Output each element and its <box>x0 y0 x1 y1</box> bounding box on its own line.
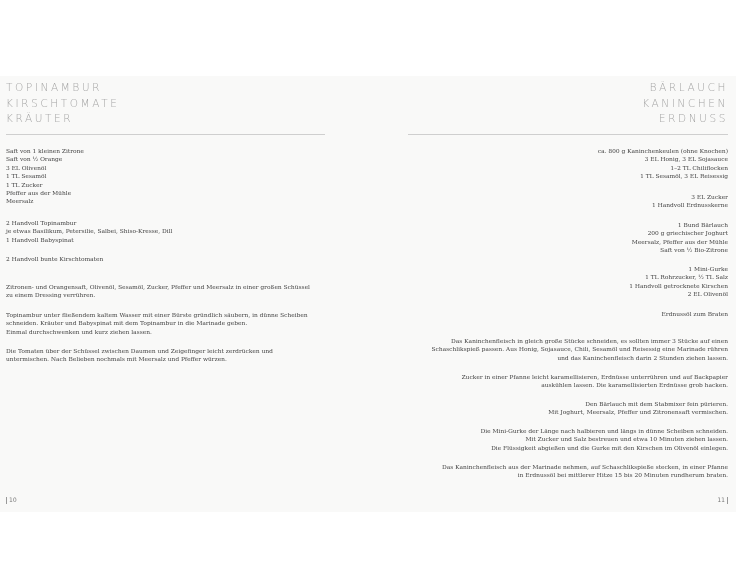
ingredient-line: Saft von 1 kleinen Zitrone <box>6 149 84 155</box>
ingredients-salad <box>6 220 336 245</box>
page-number: 10 <box>6 497 17 504</box>
instruction-line: Einmal durchschwenken und kurz ziehen lassen. <box>6 329 152 336</box>
ingredient-line: 1 Handvoll Erdnusskerne <box>651 203 728 210</box>
ingredient-line: 1 Bund Bärlauch <box>677 223 728 229</box>
left-page <box>0 76 368 512</box>
ingredients-dressing <box>6 148 336 207</box>
ingredient-line: 1 TL Zucker <box>6 182 43 189</box>
ingredient-line: 1–2 TL Chiliflocken <box>670 165 728 172</box>
ingredient-line: 2 Handvoll bunte Kirschtomaten <box>6 257 104 263</box>
ingredient-line: je etwas Basilikum, Petersilie, Salbei, Shiso-Kresse, Dill <box>6 229 173 236</box>
instruction-line: Die Tomaten über der Schüssel zwischen Daumen und Zeigefinger leicht zerdrücken und <box>6 349 273 355</box>
title-divider <box>408 134 728 135</box>
instruction-paragraph <box>388 428 728 453</box>
instruction-paragraph <box>388 401 728 418</box>
instruction-line: schneiden. Kräuter und Babyspinat mit dem Topinambur in die Marinade geben. <box>6 321 248 328</box>
instruction-line: Schaschlikspieß passen. Aus Honig, Sojasauce, Chili, Sesamöl und Reisessig eine Marinade rühren <box>431 347 728 354</box>
recipe-title <box>6 81 120 128</box>
instruction-line: auskühlen lassen. Die karamellisierten Erdnüsse grob hacken. <box>541 383 728 390</box>
title-divider <box>6 134 325 135</box>
book-spread <box>0 76 736 512</box>
instruction-line: in Erdnussöl bei mittlerer Hitze 15 bis 20 Minuten rundherum braten. <box>517 473 728 480</box>
instruction-paragraph <box>388 374 728 391</box>
ingredients-dip <box>388 222 728 256</box>
ingredient-line: 200 g griechischer Joghurt <box>647 231 728 238</box>
instruction-line: Mit Zucker und Salz bestreuen und etwa 10 Minuten ziehen lassen. <box>525 437 728 444</box>
instruction-line: Die Flüssigkeit abgießen und die Gurke mit den Kirschen im Olivenöl einlegen. <box>491 445 728 452</box>
title-line: KANINCHEN <box>642 97 728 110</box>
instruction-paragraph <box>6 348 336 365</box>
instruction-line: Zitronen- und Orangensaft, Olivenöl, Sesamöl, Zucker, Pfeffer und Meersalz in einer großen Schüssel <box>6 285 310 291</box>
ingredient-line: 3 EL Zucker <box>691 195 728 201</box>
ingredient-line: Saft von ½ Bio-Zitrone <box>660 248 728 255</box>
ingredient-line: 2 EL Olivenöl <box>687 292 728 299</box>
instruction-line: Topinambur unter fließendem kaltem Wasser mit einer Bürste gründlich säubern, in dünne Scheiben <box>6 313 308 319</box>
instruction-line: Den Bärlauch mit dem Stabmixer fein pürieren. <box>585 402 728 408</box>
ingredient-line: 1 TL Sesamöl <box>6 174 47 181</box>
title-line: TOPINAMBUR <box>6 82 103 94</box>
instruction-paragraph <box>388 338 728 363</box>
ingredient-line: Pfeffer aus der Mühle <box>6 191 72 198</box>
ingredients-marinade <box>388 148 728 182</box>
ingredient-line: Erdnussöl zum Braten <box>661 312 728 318</box>
ingredient-line: Saft von ½ Orange <box>6 157 63 164</box>
instruction-paragraph <box>6 312 336 337</box>
page-number: 11 <box>717 497 728 504</box>
ingredients-cucumber <box>388 266 728 300</box>
ingredient-line: Meersalz, Pfeffer aus der Mühle <box>631 239 728 246</box>
ingredient-line: 1 Handvoll Babyspinat <box>6 237 74 244</box>
ingredient-line: 2 Handvoll Topinambur <box>6 221 77 227</box>
ingredient-line: 1 TL Sesamöl, 3 EL Reisessig <box>640 174 728 181</box>
instruction-line: Mit Joghurt, Meersalz, Pfeffer und Zitronensaft vermischen. <box>548 410 728 417</box>
recipe-title <box>642 81 728 128</box>
ingredient-line: 1 Handvoll getrocknete Kirschen <box>629 283 728 290</box>
title-line: ERDNUSS <box>658 113 728 125</box>
ingredient-line: 3 EL Olivenöl <box>6 165 47 172</box>
ingredients-frying <box>388 311 728 319</box>
instruction-line: Zucker in einer Pfanne leicht karamellisieren, Erdnüsse unterrühren und auf Backpapier <box>461 375 728 381</box>
instruction-line: untermischen. Nach Belieben nochmals mit Meersalz und Pfeffer würzen. <box>6 357 227 364</box>
ingredient-line: Meersalz <box>6 199 34 206</box>
instruction-line: Die Mini-Gurke der Länge nach halbieren und längs in dünne Scheiben schneiden. <box>480 429 728 435</box>
ingredient-line: ca. 800 g Kaninchenkeulen (ohne Knochen) <box>597 149 728 155</box>
ingredients-peanuts <box>388 194 728 211</box>
instruction-paragraph <box>6 284 336 301</box>
instruction-line: Das Kaninchenfleisch aus der Marinade nehmen, auf Schaschlikspieße stecken, in einer Pfanne <box>442 465 728 471</box>
instruction-line: Das Kaninchenfleisch in gleich große Stücke schneiden, es sollten immer 3 Stücke auf einen <box>451 339 728 345</box>
instruction-paragraph <box>388 464 728 481</box>
title-line: KRÄUTER <box>6 113 74 125</box>
instruction-line: zu einem Dressing verrühren. <box>6 293 96 300</box>
ingredient-line: 1 TL Rohrzucker, ½ TL Salz <box>645 275 728 282</box>
right-page <box>368 76 736 512</box>
instruction-line: und das Kaninchenfleisch darin 2 Stunden ziehen lassen. <box>557 355 728 362</box>
ingredients-tomatoes <box>6 256 336 264</box>
ingredient-line: 1 Mini-Gurke <box>688 267 728 273</box>
title-line: KIRSCHTOMATE <box>6 97 120 110</box>
ingredient-line: 3 EL Honig, 3 EL Sojasauce <box>644 157 728 164</box>
title-line: BÄRLAUCH <box>649 82 728 94</box>
